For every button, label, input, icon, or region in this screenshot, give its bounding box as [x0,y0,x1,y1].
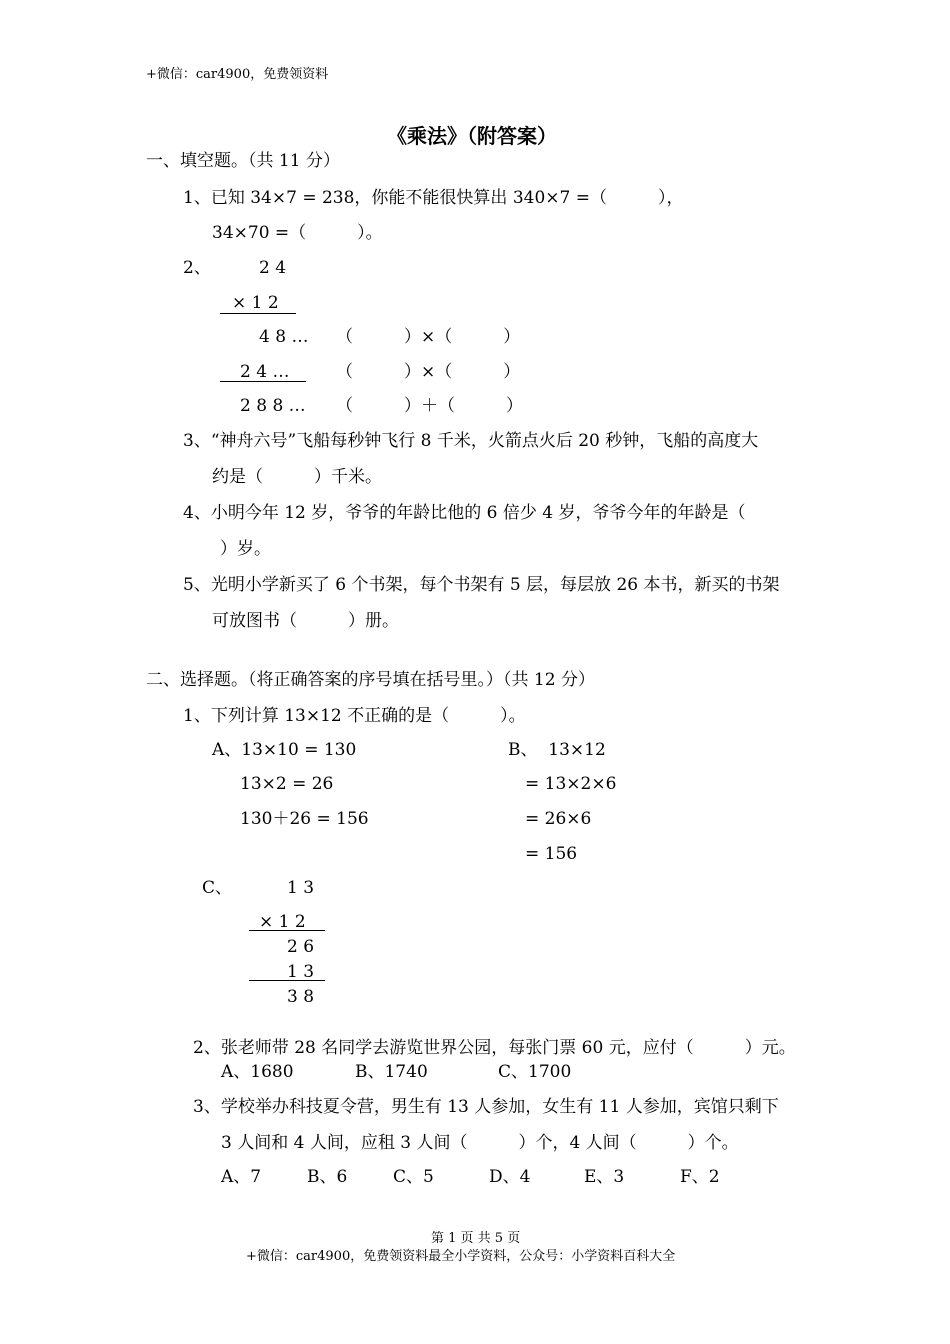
optB-line1: B、 13×12 [508,740,606,760]
optC-line3: 2 6 [287,937,315,957]
s2-q1: 1、下列计算 13×12 不正确的是（ ）。 [183,706,526,726]
s2-q3-line2: 3 人间和 4 人间，应租 3 人间（ ）个，4 人间（ ）个。 [221,1133,739,1153]
q3-option-b: B、6 [307,1167,348,1187]
q2-row1-blank: （ ）×（ ） [336,327,521,347]
section2-heading: 二、选择题。（将正确答案的序号填在括号里。）（共 12 分） [146,670,595,690]
optC-rule-1 [249,930,325,931]
q2-line-1 [220,313,296,314]
optB-line4: = 156 [525,844,578,864]
q3-option-d: D、4 [489,1167,531,1187]
q5-line2: 可放图书（ ）册。 [212,611,399,631]
optA-line1: A、13×10 = 130 [212,740,357,760]
q5-line1: 5、光明小学新买了 6 个书架，每个书架有 5 层，每层放 26 本书，新买的书架 [183,575,780,595]
header-text: +微信：car4900，免费领资料 [146,67,329,82]
s2-q3-line1: 3、学校举办科技夏令营，男生有 13 人参加，女生有 11 人参加，宾馆只剩下 [193,1097,779,1117]
section1-heading: 一、填空题。（共 11 分） [146,151,340,171]
q4-line1: 4、小明今年 12 岁，爷爷的年龄比他的 6 倍少 4 岁，爷爷今年的年龄是（ [183,503,746,523]
q3-line1: 3、“神舟六号”飞船每秒钟飞行 8 千米，火箭点火后 20 秒钟，飞船的高度大 [183,431,759,451]
optC-line2: × 1 2 [259,912,306,932]
optB-line3: = 26×6 [525,809,592,829]
q2-row2-blank: （ ）×（ ） [336,362,521,382]
q3-option-f: F、2 [680,1167,720,1187]
page-title: 《乘法》（附答案） [387,124,557,148]
optA-line3: 130＋26 = 156 [240,809,369,829]
q2-row3-blank: （ ）＋（ ） [336,396,523,416]
q1-line1: 1、已知 34×7 = 238，你能不能很快算出 340×7 =（ ）， [183,188,684,208]
q3-line2: 约是（ ）千米。 [212,467,382,487]
footer-text: +微信：car4900，免费领资料最全小学资料，公众号：小学资料百科大全 [246,1249,676,1264]
optC-line1: 1 3 [287,878,315,898]
optC-rule-2 [249,980,325,981]
q2-option-a: A、1680 [221,1062,294,1082]
q3-option-e: E、3 [584,1167,625,1187]
q2-row3-num: 2 8 8 … [240,396,306,416]
q2-multiplier: × 1 2 [232,293,279,313]
q2-line-2 [220,381,306,382]
q1-line2: 34×70 =（ ）。 [212,223,383,243]
optC-line5: 3 8 [287,987,315,1007]
optB-line2: = 13×2×6 [525,774,617,794]
optA-line2: 13×2 = 26 [240,774,334,794]
q2-option-b: B、1740 [355,1062,428,1082]
page-number: 第 1 页 共 5 页 [431,1231,521,1246]
q2-row2-num: 2 4 … [240,362,290,382]
q3-option-a: A、7 [221,1167,262,1187]
q2-option-c: C、1700 [498,1062,572,1082]
optC-line4: 1 3 [287,962,315,982]
q3-option-c: C、5 [393,1167,434,1187]
q2-label: 2、 [183,258,211,278]
q2-multiplicand: 2 4 [259,258,287,278]
q4-line2: ）岁。 [220,539,271,559]
optC-label: C、 [202,878,233,898]
s2-q2: 2、张老师带 28 名同学去游览世界公园，每张门票 60 元，应付（ ）元。 [193,1038,796,1058]
q2-row1-num: 4 8 … [259,327,309,347]
